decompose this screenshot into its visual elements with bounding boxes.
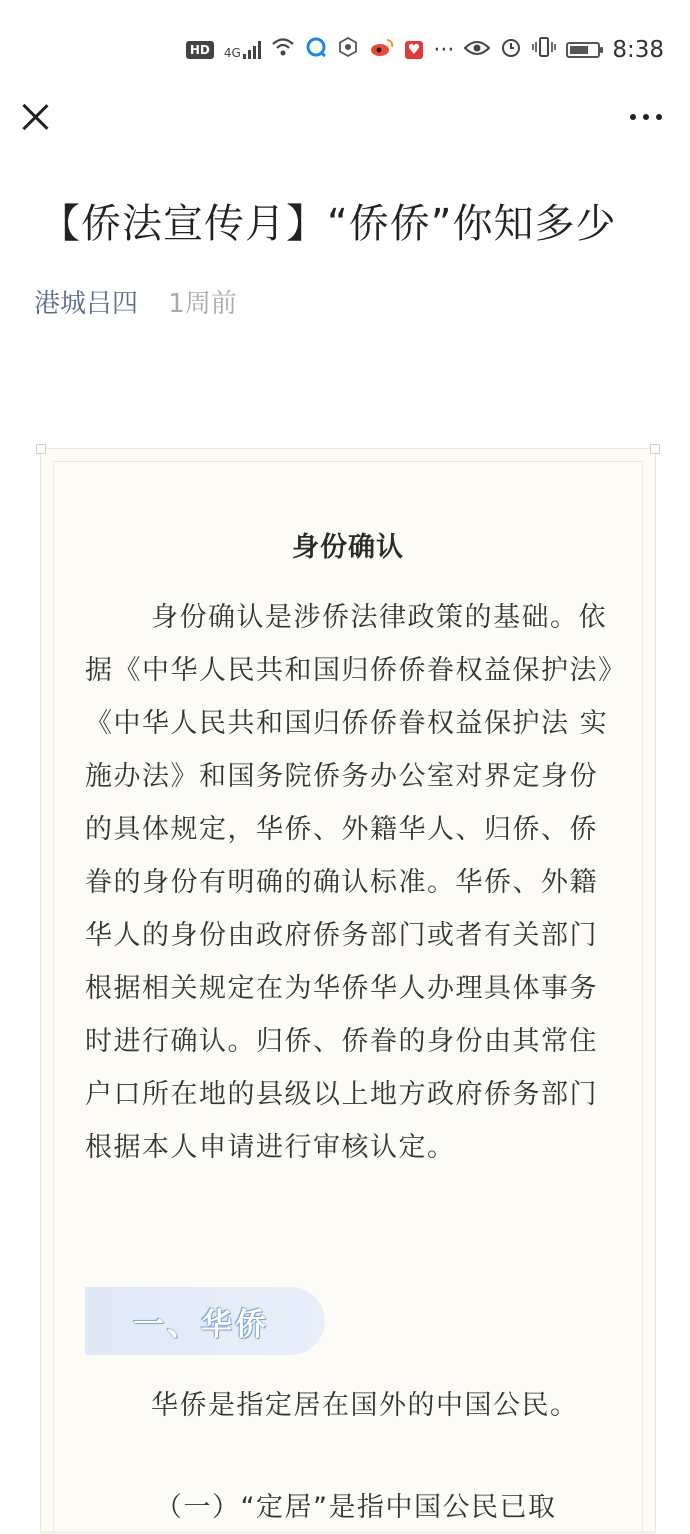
card-corner	[650, 444, 660, 454]
paragraph-settled	[85, 1481, 617, 1534]
status-time: 8:38	[612, 37, 664, 63]
article-time: 1周前	[168, 289, 237, 319]
4g-signal-icon	[224, 41, 261, 59]
alarm-icon	[500, 36, 522, 64]
status-bar	[0, 0, 690, 96]
article-meta	[34, 284, 237, 324]
battery-icon	[566, 42, 600, 58]
section-title: 身份确认	[292, 532, 404, 563]
paragraph-overseas-definition	[85, 1379, 617, 1432]
paragraph-identity	[85, 591, 617, 1174]
hexagon-app-icon	[337, 36, 359, 64]
qq-browser-icon	[305, 36, 327, 64]
wifi-icon	[271, 37, 295, 63]
eye-icon	[464, 38, 490, 63]
hd-badge-icon: HD	[186, 41, 214, 59]
article-image-card	[40, 448, 656, 1533]
paragraph-overseas-definition-text: 华侨是指定居在国外的中国公民。	[151, 1390, 579, 1421]
paragraph-settled-text: （一）“定居”是指中国公民已取	[155, 1492, 557, 1523]
nav-bar	[0, 96, 690, 146]
card-corner	[36, 444, 46, 454]
close-icon[interactable]	[18, 100, 52, 134]
article-title: 【侨法宣传月】“侨侨”你知多少	[40, 201, 617, 247]
red-app-icon: ♥	[405, 41, 424, 59]
article-author-link[interactable]: 港城吕四	[34, 289, 139, 319]
vibrate-icon	[532, 36, 556, 64]
more-notifications-icon: ···	[433, 37, 455, 63]
weibo-icon	[369, 37, 395, 63]
heading-pill	[85, 1287, 325, 1355]
signal-bars	[243, 41, 261, 59]
more-dots-icon[interactable]	[630, 114, 662, 120]
network-type-label: 4G	[223, 46, 241, 60]
status-icons	[186, 36, 664, 64]
paragraph-identity-text: 身份确认是涉侨法律政策的基础。依据《中华人民共和国归侨侨眷权益保护法》《中华人民共和国归侨侨眷权益保护法 实施办法》和国务院侨务办公室对界定身份的具体规定，华侨、外籍华人、归侨、侨眷的身份有明确的确认标准。华侨、外籍 华人的身份由政府侨务部门或者有关部门根据相关规定在为华侨华人办理具体事务时进行确认。归侨、侨眷的身份由其常住户口所在地的县级以上地方政府侨务部门根据本人申请进行审核认定。	[85, 602, 613, 1163]
heading-overseas-chinese: 一、华侨	[133, 1307, 269, 1343]
